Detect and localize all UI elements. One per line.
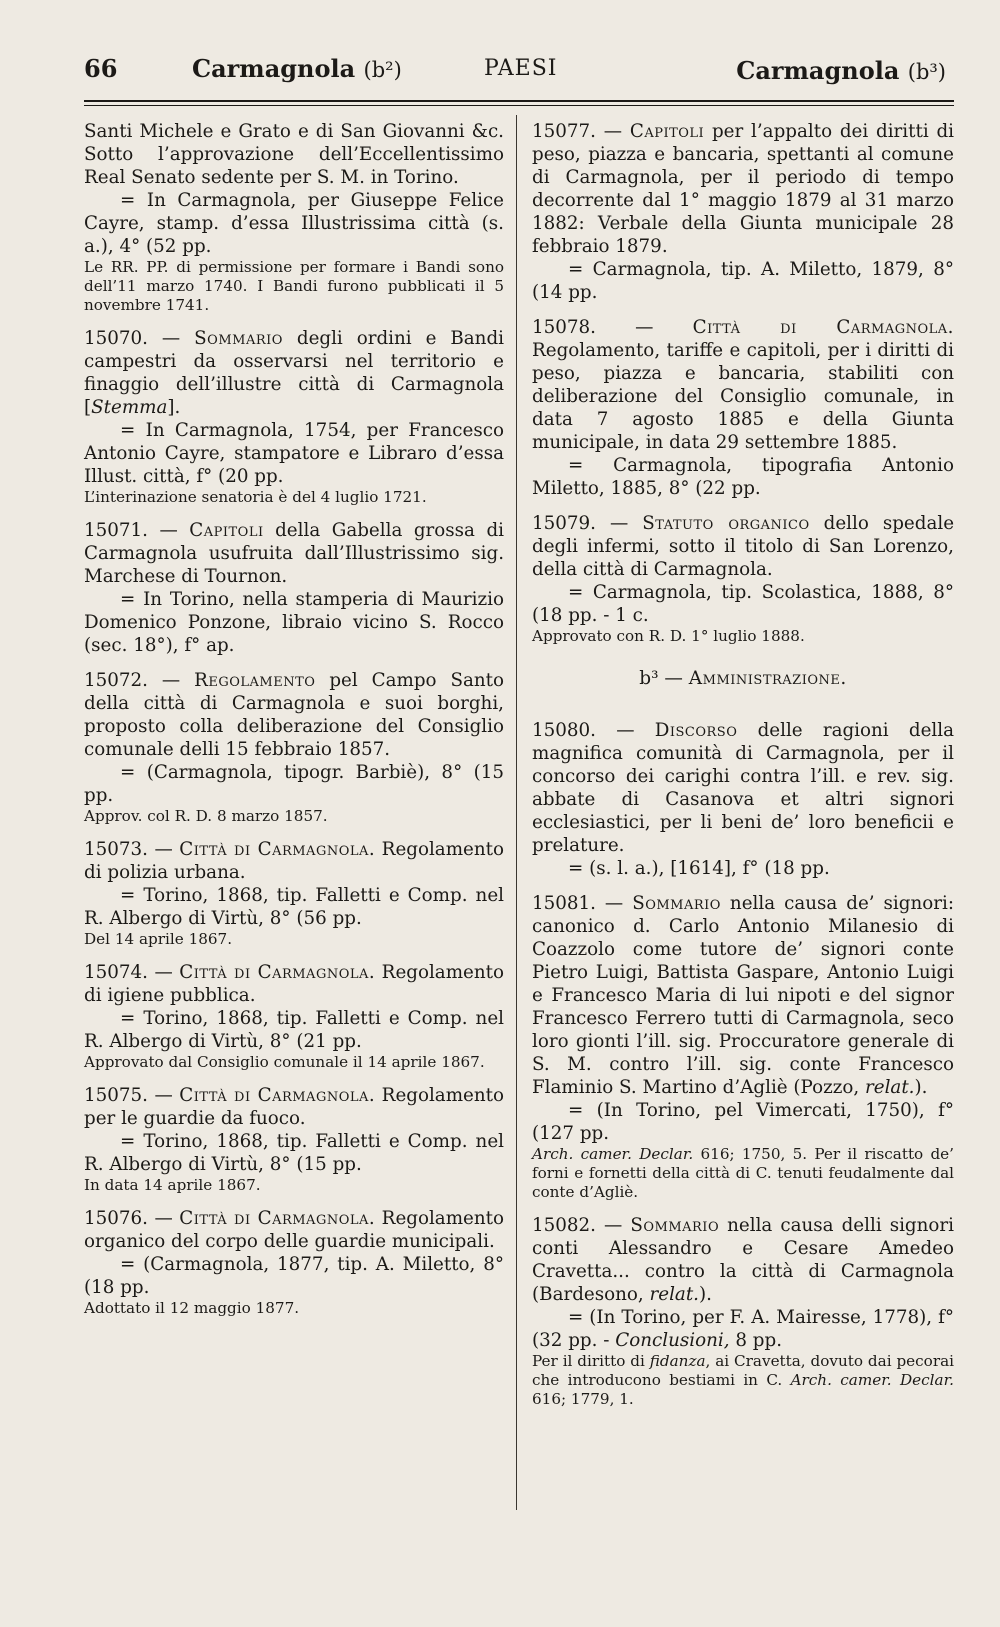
- running-head-right-title: Carmagnola: [736, 56, 900, 85]
- entry-note: L’interinazione senatoria è del 4 luglio 1721.: [84, 488, 427, 506]
- entry-number: 15075.: [84, 1085, 148, 1106]
- entry-note: [532, 1145, 954, 1202]
- entry-continued: [84, 120, 504, 315]
- section-dash: —: [658, 668, 689, 689]
- entry-15079: [532, 512, 954, 646]
- entry-title: Città di Carmagnola.: [692, 317, 954, 338]
- entry-imprint: = Torino, 1868, tip. Falletti e Comp. nel R. Albergo di Virtù, 8° (15 pp.: [84, 1131, 504, 1175]
- entry-number: 15081.: [532, 893, 596, 914]
- entry-text: Regolamento per le guardie da fuoco.: [84, 1085, 504, 1129]
- entry-note: Del 14 aprile 1867.: [84, 930, 233, 948]
- note-text: 616; 1750, 5. Per il riscatto de’ forni e fornetti della città di C. tenuti feudalmente dal conte d’Agliè.: [532, 1145, 954, 1201]
- entry-title: Discorso: [654, 720, 738, 741]
- entry-imprint: = In Torino, nella stamperia di Maurizio Domenico Ponzone, libraio vicino S. Rocco (sec. 18°), f° ap.: [84, 589, 504, 656]
- entry-description: 15070. — Sommario degli ordini e Bandi campestri da osservarsi nel territorio e finaggio dell’illustre città di Carmagnola [Stemma].: [84, 328, 504, 418]
- entry-title: Sommario: [630, 1215, 720, 1236]
- running-head-right: [736, 56, 946, 85]
- entry-title: Città di Carmagnola.: [179, 1085, 376, 1106]
- entry-description: 15081. — Sommario nella causa de’ signori: canonico d. Carlo Antonio Milanesio di Coazzolo come tutore de’ signori conte Pietro Luigi, Battista Gaspare, Antonio Luigi e Francesco Maria di lui nipoti e del signor Francesco Ferrero tutti di Carmagnola, seco loro gionti l’ill. sig. Proccuratore generale di S. M. contro l’ill. sig. conte Francesco Flaminio S. Martino d’Agliè (Pozzo, relat.).: [532, 893, 954, 1098]
- entry-imprint: = (s. l. a.), [1614], f° (18 pp.: [568, 858, 830, 879]
- entry-imprint: = (In Torino, pel Vimercati, 1750), f° (127 pp.: [532, 1100, 954, 1144]
- entry-stemma: Stemma: [91, 397, 168, 418]
- entry-description: 15080. — Discorso delle ragioni della magnifica comunità di Carmagnola, per il concorso dei carighi contra l’ill. e rev. sig. abbate di Casanova et altri signori ecclesiastici, per li beni de’ loro beneficii e prelature.: [532, 720, 954, 856]
- entry-15077: [532, 120, 954, 304]
- entry-imprint: [532, 1306, 954, 1352]
- note-italic: Arch. camer. Declar.: [532, 1145, 694, 1163]
- entry-title: Capitoli: [629, 121, 705, 142]
- entry-title: Sommario: [194, 328, 283, 349]
- entry-15070: [84, 327, 504, 507]
- entry-imprint: = Torino, 1868, tip. Falletti e Comp. nel R. Albergo di Virtù, 8° (21 pp.: [84, 1008, 504, 1052]
- entry-title: Regolamento: [194, 670, 316, 691]
- entry-text: pel Campo Santo della città di Carmagnola e suoi borghi, proposto colla deliberazione del Consiglio comunale delli 15 febbraio 1857.: [84, 670, 504, 760]
- entry-15081: [532, 892, 954, 1202]
- entry-text: nella causa de’ signori: canonico d. Carlo Antonio Milanesio di Coazzolo come tutore de’ signori conte Pietro Luigi, Battista Gaspare, Antonio Luigi e Francesco Maria di lui nipoti e del signor Francesco Ferrero tutti di Carmagnola, seco loro gionti l’ill. sig. Proccuratore generale di S. M. contro l’ill. sig. conte Francesco Flaminio S. Martino d’Agliè (Pozzo,: [532, 893, 954, 1098]
- page-number: 66: [84, 54, 118, 83]
- entry-description: 15078. — Città di Carmagnola. Regolamento, tariffe e capitoli, per i diritti di peso, piazza e bancaria, stabiliti con deliberazione del Consiglio comunale, in data 7 agosto 1885 e della Giunta municipale, in data 29 settembre 1885.: [532, 317, 954, 453]
- entry-description: 15082. — Sommario nella causa delli signori conti Alessandro e Cesare Amedeo Cravetta... contro la città di Carmagnola (Bardesono, relat.).: [532, 1215, 954, 1305]
- header-rule-thick: [84, 100, 954, 102]
- entry-imprint: = Carmagnola, tip. Scolastica, 1888, 8° (18 pp. - 1 c.: [532, 582, 954, 626]
- entry-note: Approv. col R. D. 8 marzo 1857.: [84, 807, 328, 825]
- section-label: b³: [639, 668, 659, 689]
- entry-15071: [84, 519, 504, 657]
- note-text-a: Per il diritto di: [532, 1352, 650, 1370]
- entry-15080: [532, 719, 954, 880]
- entry-imprint: = Carmagnola, tipografia Antonio Miletto, 1885, 8° (22 pp.: [532, 455, 954, 499]
- section-title: Amministrazione.: [688, 668, 847, 689]
- right-column: [532, 120, 954, 1421]
- entry-15076: [84, 1207, 504, 1318]
- entry-number: 15076.: [84, 1208, 148, 1229]
- entry-imprint: = (Carmagnola, tipogr. Barbiè), 8° (15 pp.: [84, 762, 504, 806]
- entry-title: Città di Carmagnola.: [179, 1208, 376, 1229]
- running-head-left-suffix: (b²): [363, 58, 402, 82]
- imprint-text: = (In Torino, per F. A. Mairesse, 1778), f° (32 pp. -: [532, 1307, 954, 1351]
- entry-text-end: ).: [699, 1284, 712, 1305]
- note-text-c: 616; 1779, 1.: [532, 1390, 634, 1408]
- entry-text: Regolamento di polizia urbana.: [84, 839, 504, 883]
- entry-note: Le RR. PP. di permissione per formare i Bandi sono dell’11 marzo 1740. I Bandi furono pubblicati il 5 novembre 1741.: [84, 258, 504, 314]
- entry-note: [532, 1352, 954, 1409]
- entry-note: Approvato con R. D. 1° luglio 1888.: [532, 627, 805, 645]
- entry-text: della Gabella grossa di Carmagnola usufruita dall’Illustrissimo sig. Marchese di Tournon.: [84, 520, 504, 587]
- entry-number: 15077.: [532, 121, 596, 142]
- note-italic-1: fidanza: [649, 1352, 706, 1370]
- entry-description: 15075. — Città di Carmagnola. Regolamento per le guardie da fuoco.: [84, 1085, 504, 1129]
- section-heading: [532, 668, 954, 689]
- entry-text: degli ordini e Bandi campestri da osservarsi nel territorio e finaggio dell’illustre città di Carmagnola [: [84, 328, 504, 418]
- running-head-left: [192, 54, 402, 83]
- entry-number: 15070.: [84, 328, 148, 349]
- header-rule-thin: [84, 105, 954, 106]
- entry-number: 15082.: [532, 1215, 596, 1236]
- entry-number: 15072.: [84, 670, 148, 691]
- entry-text-end: ).: [914, 1077, 928, 1098]
- entry-note: In data 14 aprile 1867.: [84, 1176, 261, 1194]
- entry-text: nella causa delli signori conti Alessandro e Cesare Amedeo Cravetta... contro la città di Carmagnola (Bardesono,: [532, 1215, 954, 1305]
- entry-number: 15073.: [84, 839, 148, 860]
- imprint-text-end: 8 pp.: [729, 1330, 783, 1351]
- entry-number: 15080.: [532, 720, 596, 741]
- entry-title: Città di Carmagnola.: [179, 839, 376, 860]
- entry-text: delle ragioni della magnifica comunità di Carmagnola, per il concorso dei carighi contra l’ill. e rev. sig. abbate di Casanova et altri signori ecclesiastici, per li beni de’ loro beneficii e prelature.: [532, 720, 954, 856]
- entry-number: 15074.: [84, 962, 148, 983]
- running-head-right-suffix: (b³): [907, 60, 946, 84]
- left-column: [84, 120, 504, 1330]
- entry-title: Capitoli: [189, 520, 264, 541]
- entry-description: 15071. — Capitoli della Gabella grossa di Carmagnola usufruita dall’Illustrissimo sig. Marchese di Tournon.: [84, 520, 504, 587]
- entry-description: 15072. — Regolamento pel Campo Santo della città di Carmagnola e suoi borghi, proposto colla deliberazione del Consiglio comunale delli 15 febbraio 1857.: [84, 670, 504, 760]
- entry-description: 15073. — Città di Carmagnola. Regolamento di polizia urbana.: [84, 839, 504, 883]
- entry-number: 15078.: [532, 317, 596, 338]
- entry-15078: [532, 316, 954, 500]
- entry-note: Approvato dal Consiglio comunale il 14 aprile 1867.: [84, 1053, 485, 1071]
- running-head-left-title: Carmagnola: [192, 54, 356, 83]
- note-italic-2: Arch. camer. Declar.: [790, 1371, 954, 1389]
- entry-15074: [84, 961, 504, 1072]
- entry-imprint: = Carmagnola, tip. A. Miletto, 1879, 8° (14 pp.: [532, 259, 954, 303]
- column-divider: [516, 115, 517, 1510]
- note-text-b: , ai Cravetta, dovuto dai pecorai che introducono bestiami in C.: [532, 1352, 954, 1389]
- entry-title: Città di Carmagnola.: [179, 962, 376, 983]
- entry-text: Regolamento, tariffe e capitoli, per i diritti di peso, piazza e bancaria, stabiliti con deliberazione del Consiglio comunale, in data 7 agosto 1885 e della Giunta municipale, in data 29 settembre 1885.: [532, 340, 954, 453]
- imprint-italic: Conclusioni,: [615, 1330, 730, 1351]
- entry-description: 15079. — Statuto organico dello spedale degli infermi, sotto il titolo di San Lorenzo, della città di Carmagnola.: [532, 513, 955, 580]
- entry-imprint: = (Carmagnola, 1877, tip. A. Miletto, 8° (18 pp.: [84, 1254, 504, 1298]
- entry-15075: [84, 1084, 504, 1195]
- entry-description: 15074. — Città di Carmagnola. Regolamento di igiene pubblica.: [84, 962, 504, 1006]
- entry-text-italic: relat.: [649, 1284, 699, 1305]
- entry-15082: [532, 1214, 954, 1409]
- entry-title: Sommario: [632, 893, 721, 914]
- entry-text: dello spedale degli infermi, sotto il titolo di San Lorenzo, della città di Carmagnola.: [532, 513, 955, 580]
- entry-description: 15077. — Capitoli per l’appalto dei diritti di peso, piazza e bancaria, spettanti al comune di Carmagnola, per il periodo di tempo decorrente dal 1° maggio 1879 al 31 marzo 1882: Verbale della Giunta municipale 28 febbraio 1879.: [532, 121, 955, 257]
- running-head-center: PAESI: [484, 56, 558, 81]
- entry-note: Adottato il 12 maggio 1877.: [84, 1299, 300, 1317]
- entry-number: 15079.: [532, 513, 596, 534]
- entry-text-italic: relat.: [865, 1077, 915, 1098]
- entry-text: Regolamento di igiene pubblica.: [84, 962, 504, 1006]
- running-header: [84, 50, 954, 90]
- entry-imprint: = In Carmagnola, per Giuseppe Felice Cayre, stamp. d’essa Illustrissima città (s. a.), 4° (52 pp.: [84, 190, 504, 257]
- entry-title: Statuto organico: [642, 513, 810, 534]
- entry-description: Santi Michele e Grato e di San Giovanni &c. Sotto l’approvazione dell’Eccellentissimo Real Senato sedente per S. M. in Torino.: [84, 121, 504, 188]
- entry-imprint: = In Carmagnola, 1754, per Francesco Antonio Cayre, stampatore e Libraro d’essa Illust. città, f° (20 pp.: [84, 420, 504, 487]
- entry-text: Regolamento organico del corpo delle guardie municipali.: [84, 1208, 504, 1252]
- entry-description: 15076. — Città di Carmagnola. Regolamento organico del corpo delle guardie municipali.: [84, 1208, 504, 1252]
- entry-text: per l’appalto dei diritti di peso, piazza e bancaria, spettanti al comune di Carmagnola, per il periodo di tempo decorrente dal 1° maggio 1879 al 31 marzo 1882: Verbale della Giunta municipale 28 febbraio 1879.: [532, 121, 955, 257]
- entry-number: 15071.: [84, 520, 148, 541]
- entry-imprint: = Torino, 1868, tip. Falletti e Comp. nel R. Albergo di Virtù, 8° (56 pp.: [84, 885, 504, 929]
- entry-15073: [84, 838, 504, 949]
- entry-15072: [84, 669, 504, 826]
- entry-text-end: ].: [167, 397, 181, 418]
